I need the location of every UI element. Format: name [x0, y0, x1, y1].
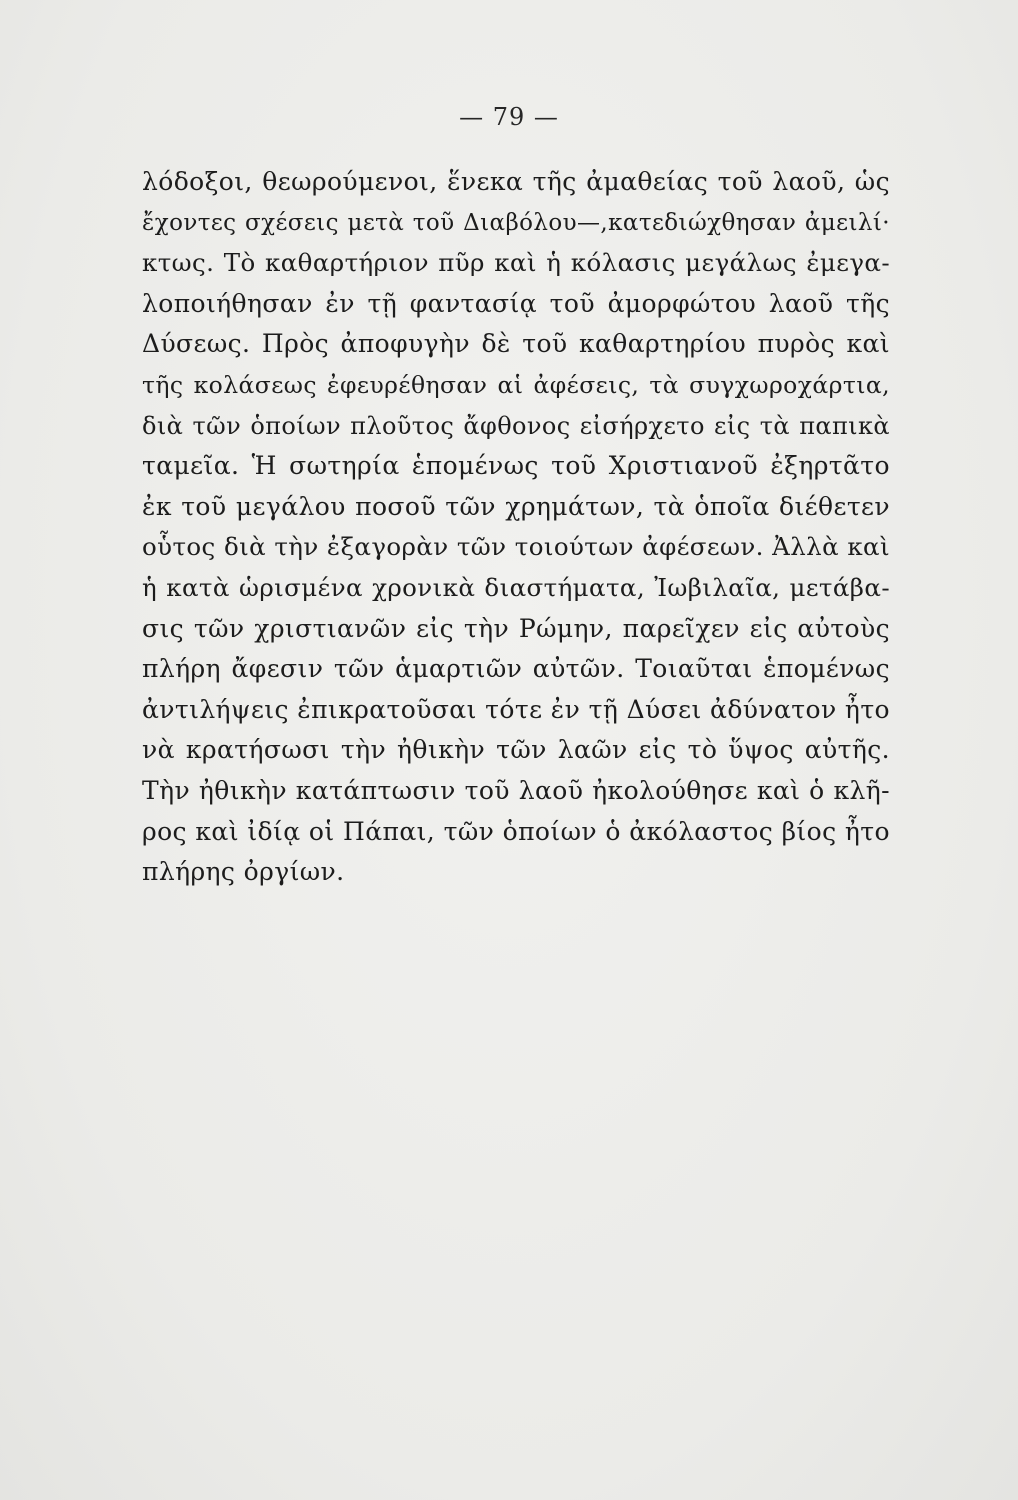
text-line: ρος καὶ ἰδίᾳ οἱ Πάπαι, τῶν ὁποίων ὁ ἀκόλαστος βίος ἦτο: [142, 816, 890, 846]
text-line: σις τῶν χριστιανῶν εἰς τὴν Ρώμην, παρεῖχεν εἰς αὐτοὺς: [142, 613, 890, 643]
text-line: τῆς κολάσεως ἐφευρέθησαν αἱ ἀφέσεις, τὰ συγχωροχάρτια,: [142, 370, 890, 399]
text-line: Δύσεως. Πρὸς ἀποφυγὴν δὲ τοῦ καθαρτηρίου πυρὸς καὶ: [142, 329, 890, 359]
text-line: ἀντιλήψεις ἐπικρατοῦσαι τότε ἐν τῇ Δύσει ἀδύνατον ἦτο: [142, 694, 890, 724]
text-line: ταμεῖα. Ἡ σωτηρία ἑπομένως τοῦ Χριστιανοῦ ἐξηρτᾶτο: [142, 451, 890, 481]
text-line: πλήρη ἄφεσιν τῶν ἁμαρτιῶν αὐτῶν. Τοιαῦται ἑπομένως: [142, 654, 890, 684]
body-text: [142, 162, 890, 893]
text-line: διὰ τῶν ὁποίων πλοῦτος ἄφθονος εἰσήρχετο εἰς τὰ παπικὰ: [142, 411, 890, 440]
text-line: οὗτος διὰ τὴν ἐξαγορὰν τῶν τοιούτων ἀφέσεων. Ἀλλὰ καὶ: [142, 532, 890, 562]
text-line: λοποιήθησαν ἐν τῇ φαντασίᾳ τοῦ ἀμορφώτου λαοῦ τῆς: [142, 288, 890, 318]
text-line: ἔχοντες σχέσεις μετὰ τοῦ Διαβόλου—,κατεδιώχθησαν ἀμειλί·: [142, 209, 890, 236]
text-line-last: πλήρης ὀργίων.: [142, 857, 345, 887]
text-line: λόδοξοι, θεωρούμενοι, ἕνεκα τῆς ἀμαθείας τοῦ λαοῦ, ὡς: [142, 167, 890, 196]
text-line: Τὴν ἠθικὴν κατάπτωσιν τοῦ λαοῦ ἠκολούθησε καὶ ὁ κλῆ-: [142, 775, 890, 805]
text-line: νὰ κρατήσωσι τὴν ἠθικὴν τῶν λαῶν εἰς τὸ ὕψος αὐτῆς.: [142, 735, 890, 765]
page-number: — 79 —: [459, 103, 559, 131]
text-line: ἐκ τοῦ μεγάλου ποσοῦ τῶν χρημάτων, τὰ ὁποῖα διέθετεν: [142, 491, 890, 521]
text-line: ἡ κατὰ ὡρισμένα χρονικὰ διαστήματα, Ἰωβιλαῖα, μετάβα-: [142, 572, 890, 602]
text-line: κτως. Τὸ καθαρτήριον πῦρ καὶ ἡ κόλασις μεγάλως ἐμεγα-: [142, 248, 890, 278]
